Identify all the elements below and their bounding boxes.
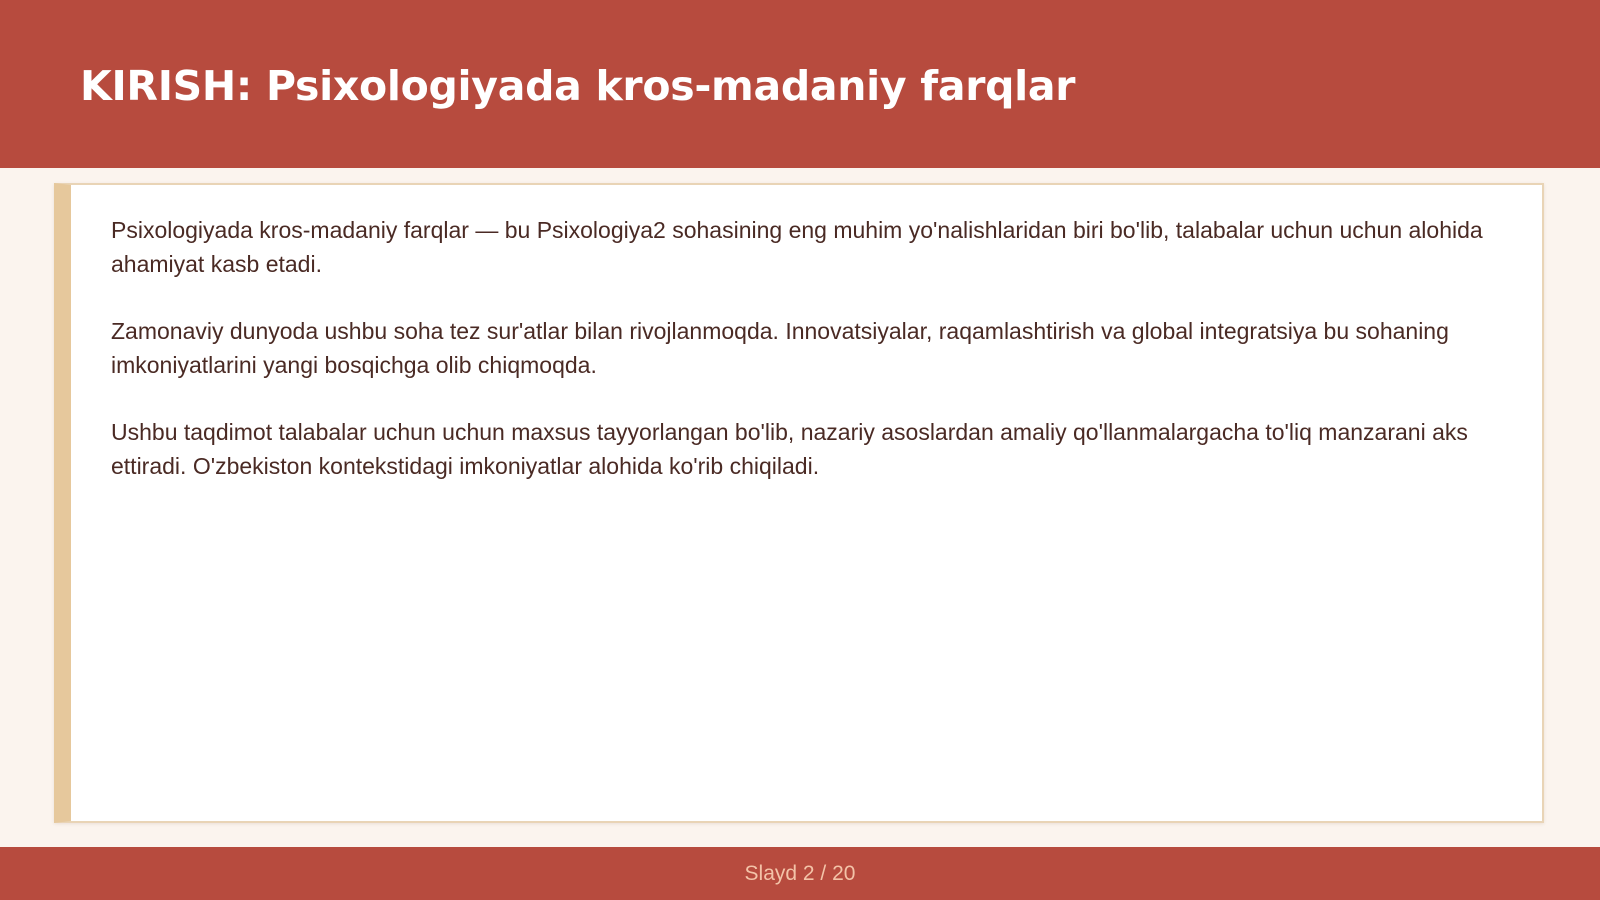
- slide-footer: [0, 847, 1600, 900]
- paragraph-list: [111, 213, 1496, 516]
- slide-counter: Slayd 2 / 20: [744, 862, 856, 885]
- presentation-purpose-paragraph: Ushbu taqdimot talabalar uchun uchun maxsus tayyorlangan bo'lib, nazariy asoslardan amaliy qo'llanmalargacha to'liq manzarani aks ettiradi. O'zbekiston kontekstidagi imkoniyatlar alohida ko'rib chiqiladi.: [111, 419, 1468, 479]
- content-card: [54, 183, 1544, 823]
- intro-paragraph: Psixologiyada kros-madaniy farqlar — bu Psixologiya2 sohasining eng muhim yo'nalishlaridan biri bo'lib, talabalar uchun uchun alohida ahamiyat kasb etadi.: [111, 217, 1483, 277]
- slide-header: [0, 0, 1600, 168]
- modern-world-paragraph: Zamonaviy dunyoda ushbu soha tez sur'atlar bilan rivojlanmoqda. Innovatsiyalar, raqamlashtirish va global integratsiya bu sohaning imkoniyatlarini yangi bosqichga olib chiqmoqda.: [111, 318, 1449, 378]
- slide-title: KIRISH: Psixologiyada kros-madaniy farqlar: [80, 62, 1076, 110]
